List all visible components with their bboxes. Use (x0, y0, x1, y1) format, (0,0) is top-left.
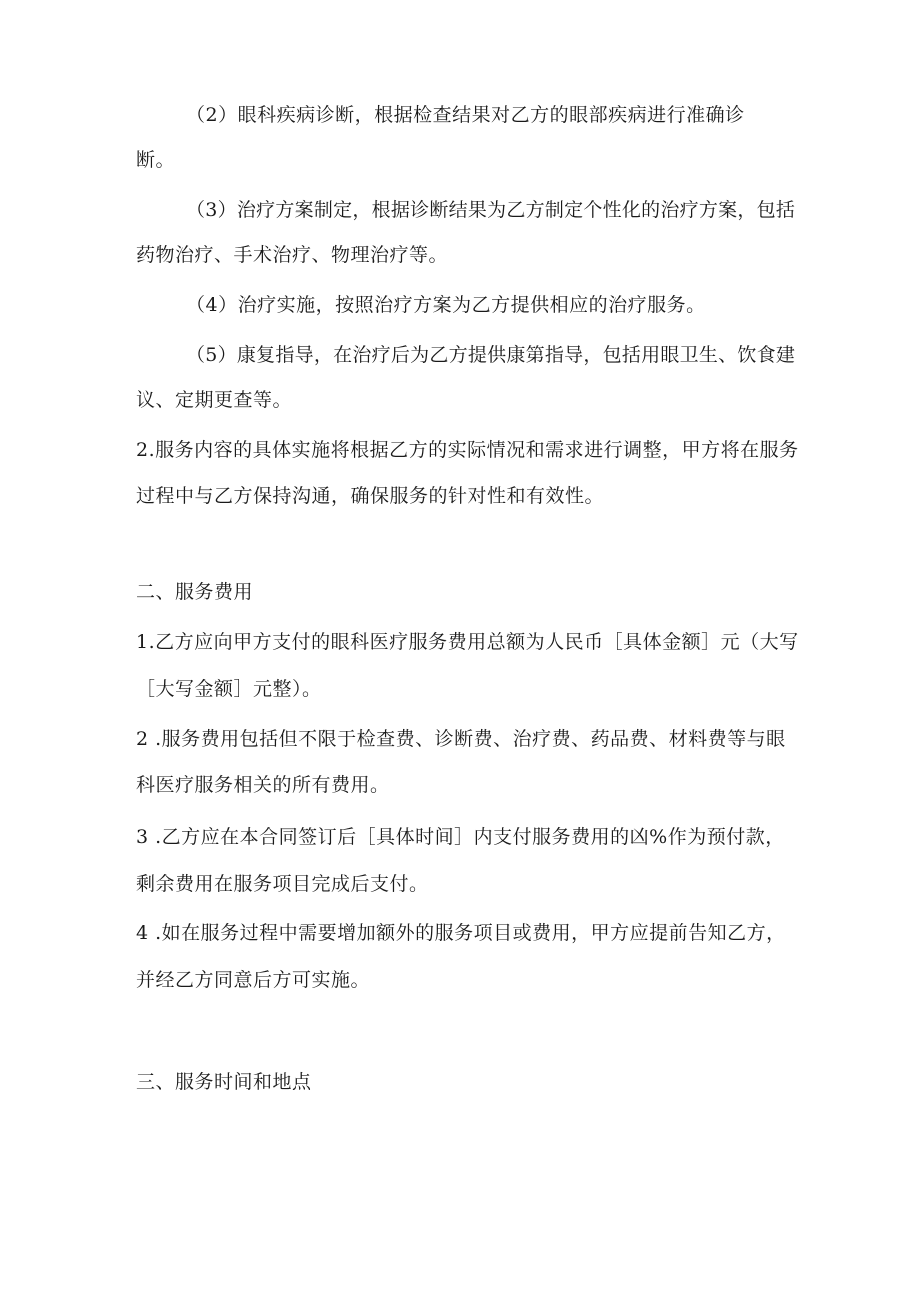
section-2-p1-line-2: ［大写金额］元整）。 (136, 678, 322, 700)
section-2-p4-line-2: 并经乙方同意后方可实施。 (136, 969, 371, 991)
item-3-line-1: （3）治疗方案制定，根据诊断结果为乙方制定个性化的治疗方案，包括 (186, 199, 796, 221)
item-2-line-1: （2）眼科疾病诊断，根据检查结果对乙方的眼部疾病进行准确诊 (186, 104, 745, 126)
item-5-line-1: （5）康复指导，在治疗后为乙方提供康第指导，包括用眼卫生、饮食建 (186, 344, 796, 366)
section-2-p3-line-2: 剩余费用在服务项目完成后支付。 (136, 873, 429, 895)
clause-2-line-2: 过程中与乙方保持沟通，确保服务的针对性和有效性。 (136, 485, 605, 507)
item-4-line-1: （4）治疗实施，按照治疗方案为乙方提供相应的治疗服务。 (186, 294, 706, 316)
section-2-p2-line-1: 2 .服务费用包括但不限于检查费、诊断费、治疗费、药品费、材料费等与眼 (136, 728, 786, 750)
section-2-p2-line-2: 科医疗服务相关的所有费用。 (136, 774, 390, 796)
section-3-heading: 三、服务时间和地点 (136, 1071, 312, 1093)
item-5-line-2: 议、定期更查等。 (136, 389, 293, 411)
item-2-line-2: 断。 (136, 149, 176, 171)
section-2-heading: 二、服务费用 (136, 581, 254, 603)
section-2-p1-line-1: 1.乙方应向甲方支付的眼科医疗服务费用总额为人民币［具体金额］元（大写 (136, 631, 799, 653)
section-2-p4-line-1: 4 .如在服务过程中需要增加额外的服务项目或费用，甲方应提前告知乙方， (136, 922, 786, 944)
clause-2-line-1: 2.服务内容的具体实施将根据乙方的实际情况和需求进行调整，甲方将在服务 (136, 439, 799, 461)
section-2-p3-line-1: 3 .乙方应在本合同签订后［具体时间］内支付服务费用的凶%作为预付款， (136, 826, 785, 848)
item-3-line-2: 药物治疗、手术治疗、物理治疗等。 (136, 244, 449, 266)
